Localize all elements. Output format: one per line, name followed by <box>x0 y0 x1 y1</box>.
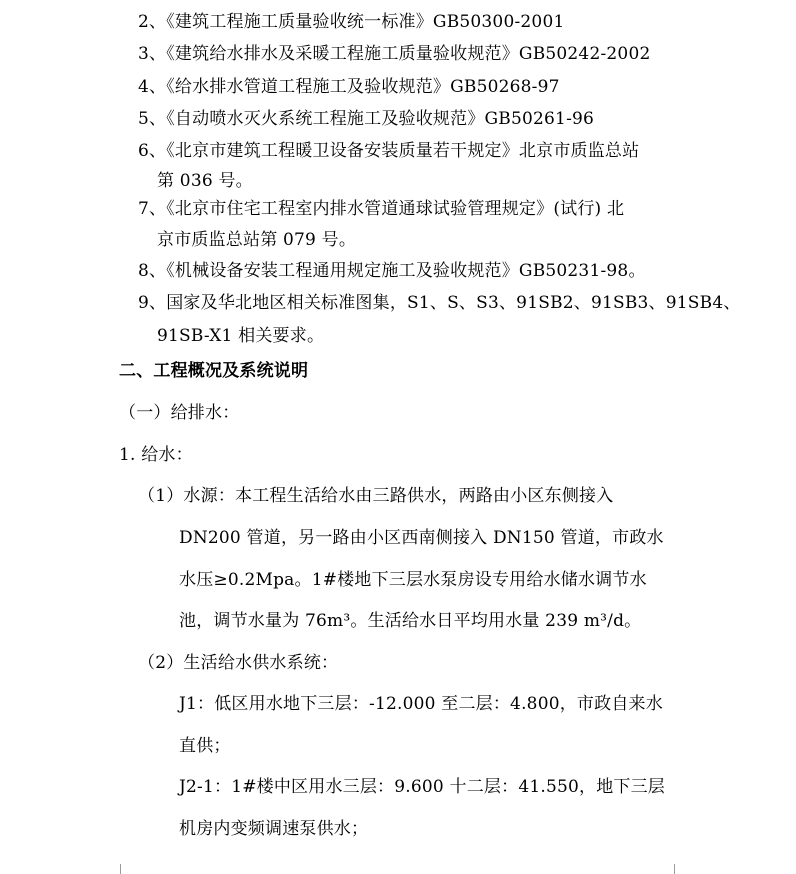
section-heading: 二、工程概况及系统说明 <box>119 361 309 381</box>
reference-item-continuation: 91SB-X1 相关要求。 <box>157 326 325 346</box>
reference-item-continuation: 京市质监总站第 079 号。 <box>157 230 357 250</box>
paragraph-heading: （2）生活给水供水系统： <box>138 653 339 673</box>
reference-item: 7、《北京市住宅工程室内排水管道通球试验管理规定》(试行) 北 <box>138 199 625 219</box>
reference-item-continuation: 第 036 号。 <box>157 171 253 191</box>
reference-item: 6、《北京市建筑工程暖卫设备安装质量若干规定》北京市质监总站 <box>138 141 640 161</box>
page-margin-mark-left <box>110 864 121 874</box>
paragraph-line: 池，调节水量为 76m³。生活给水日平均用水量 239 m³/d。 <box>179 611 642 631</box>
paragraph-line: J1：低区用水地下三层：-12.000 至二层：4.800，市政自来水 <box>179 694 663 714</box>
subsection-heading: （一）给排水： <box>119 403 240 423</box>
page-margin-mark-right <box>674 864 685 874</box>
paragraph-line: （1）水源：本工程生活给水由三路供水，两路由小区东侧接入 <box>138 486 614 506</box>
paragraph-line: J2-1：1#楼中区用水三层：9.600 十二层：41.550，地下三层 <box>179 777 666 797</box>
paragraph-line: 机房内变频调速泵供水； <box>179 819 369 839</box>
reference-item: 8、《机械设备安装工程通用规定施工及验收规范》GB50231-98。 <box>138 261 646 281</box>
reference-item: 9、国家及华北地区相关标准图集，S1、S、S3、91SB2、91SB3、91SB4、 <box>138 293 741 313</box>
paragraph-line: 水压≥0.2Mpa。1#楼地下三层水泵房设专用给水储水调节水 <box>179 570 647 590</box>
paragraph-line: DN200 管道，另一路由小区西南侧接入 DN150 管道，市政水 <box>179 528 664 548</box>
item-heading: 1. 给水： <box>119 445 193 465</box>
reference-item: 5、《自动喷水灭火系统工程施工及验收规范》GB50261-96 <box>138 109 595 129</box>
reference-item: 3、《建筑给水排水及采暖工程施工质量验收规范》GB50242-2002 <box>138 44 651 64</box>
paragraph-line: 直供； <box>179 736 231 756</box>
reference-item: 2、《建筑工程施工质量验收统一标准》GB50300-2001 <box>138 12 565 32</box>
reference-item: 4、《给水排水管道工程施工及验收规范》GB50268-97 <box>138 77 560 97</box>
